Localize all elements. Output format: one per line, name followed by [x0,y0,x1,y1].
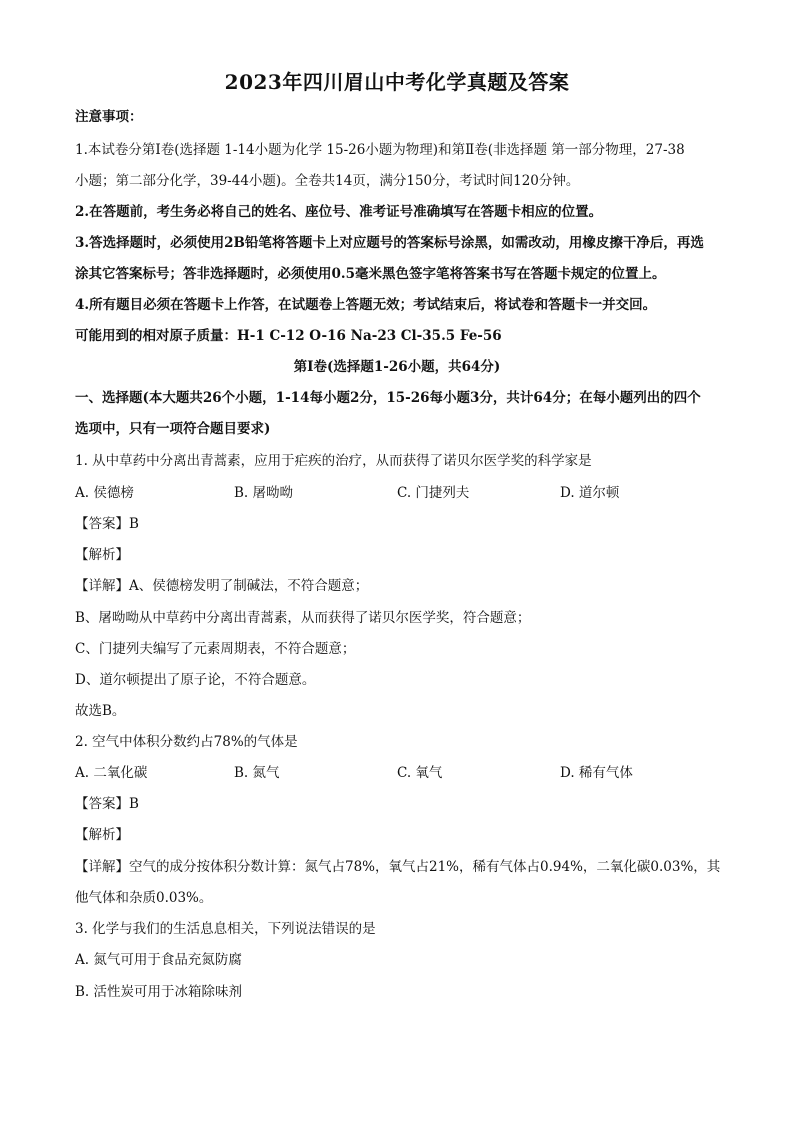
question-2-detail-cont: 他气体和杂质0.03%。 [75,890,213,906]
question-1-conclusion: 故选B。 [75,703,126,719]
question-2-option-a: A. 二氧化碳 [75,765,148,781]
notice-item-1-cont: 小题；第二部分化学，39-44小题)。全卷共14页，满分150分，考试时间120分钟。 [75,173,580,189]
question-1-option-d: D. 道尔顿 [560,485,620,501]
part1-intro-cont: 选项中，只有一项符合题目要求) [75,421,271,437]
question-1-detail-3: C、门捷列夫编写了元素周期表，不符合题意； [75,641,356,657]
notice-item-2: 2.在答题前，考生务必将自己的姓名、座位号、准考证号准确填写在答题卡相应的位置。 [75,204,603,220]
question-2-analysis: 【解析】 [75,827,129,843]
question-2-option-c: C. 氧气 [397,765,443,781]
question-1-stem: 1. 从中草药中分离出青蒿素，应用于疟疾的治疗，从而获得了诺贝尔医学奖的科学家是 [75,453,592,469]
question-1-detail-2: B、屠呦呦从中草药中分离出青蒿素，从而获得了诺贝尔医学奖，符合题意； [75,610,531,626]
atomic-mass-line: 可能用到的相对原子质量：H-1 C-12 O-16 Na-23 Cl-35.5 Fe-56 [75,328,502,344]
question-2-answer: 【答案】B [75,796,139,812]
question-1-detail-1: 【详解】A、侯德榜发明了制碱法，不符合题意； [75,578,369,594]
question-3-stem: 3. 化学与我们的生活息息相关，下列说法错误的是 [75,921,376,937]
question-1-option-c: C. 门捷列夫 [397,485,470,501]
question-2-option-d: D. 稀有气体 [560,765,633,781]
question-1-detail-4: D、道尔顿提出了原子论，不符合题意。 [75,672,316,688]
question-1-analysis: 【解析】 [75,547,129,563]
notice-item-3-cont: 涂其它答案标号；答非选择题时，必须使用0.5毫米黑色签字笔将答案书写在答题卡规定的位置上。 [75,266,666,282]
section-heading: 第Ⅰ卷(选择题1-26小题，共64分) [293,359,501,375]
notice-item-1: 1.本试卷分第Ⅰ卷(选择题 1-14小题为化学 15-26小题为物理)和第Ⅱ卷(非选择题 第一部分物理，27-38 [75,142,685,158]
question-3-option-b: B. 活性炭可用于冰箱除味剂 [75,984,243,1000]
notice-item-3: 3.答选择题时，必须使用2B铅笔将答题卡上对应题号的答案标号涂黑，如需改动，用橡皮擦干净后，再选 [75,235,704,251]
notice-heading: 注意事项： [75,109,143,125]
question-3-option-a: A. 氮气可用于食品充氮防腐 [75,952,242,968]
notice-item-4: 4.所有题目必须在答题卡上作答，在试题卷上答题无效；考试结束后，将试卷和答题卡一并交回。 [75,297,657,313]
question-1-option-b: B. 屠呦呦 [234,485,294,501]
question-2-stem: 2. 空气中体积分数约占78%的气体是 [75,734,298,750]
question-2-option-b: B. 氮气 [234,765,280,781]
question-2-detail: 【详解】空气的成分按体积分数计算：氮气占78%，氧气占21%，稀有气体占0.94%，二氧化碳0.03%，其 [75,859,721,875]
page-title: 2023年四川眉山中考化学真题及答案 [224,70,570,94]
question-1-option-a: A. 侯德榜 [75,485,134,501]
question-1-answer: 【答案】B [75,516,139,532]
part1-intro: 一、选择题(本大题共26个小题，1-14每小题2分，15-26每小题3分，共计64分；在每小题列出的四个 [75,390,701,406]
